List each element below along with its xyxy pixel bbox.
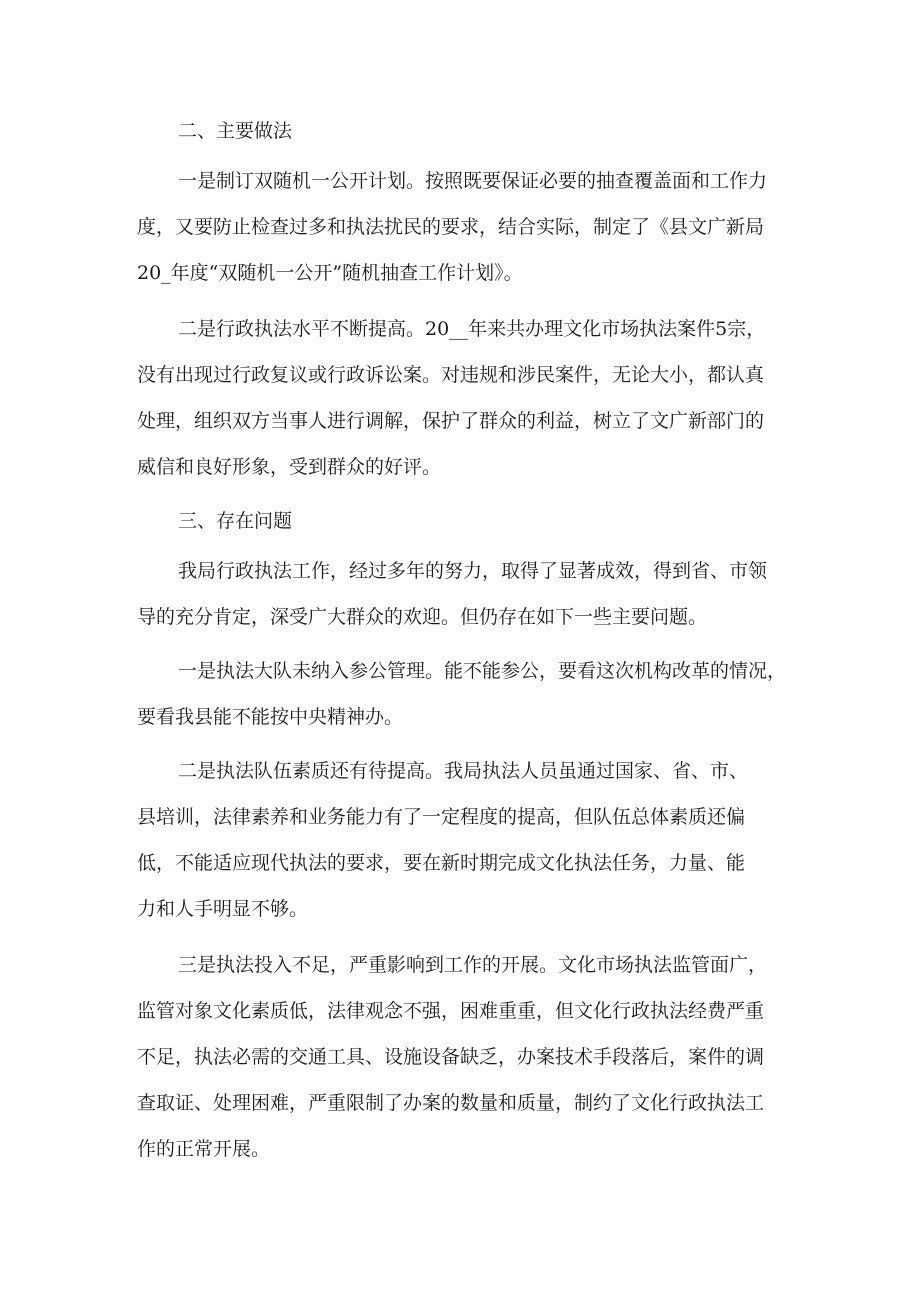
paragraph-line: 导的充分肯定，深受广大群众的欢迎。但仍存在如下一些主要问题。: [137, 606, 708, 628]
paragraph-line: 一是执法大队未纳入参公管理。能不能参公，要看这次机构改革的情况，: [178, 660, 787, 682]
paragraph-line: 处理，组织双方当事人进行调解，保护了群众的利益，树立了文广新部门的: [137, 410, 765, 432]
paragraph-line: 监管对象文化素质低，法律观念不强，困难重重，但文化行政执法经费严重: [137, 1000, 765, 1022]
paragraph-line: 没有出现过行政复议或行政诉讼案。对违规和涉民案件，无论大小，都认真: [137, 364, 765, 386]
paragraph-line: 20_年度“双随机一公开”随机抽查工作计划》。: [137, 262, 523, 284]
paragraph-line: 二是行政执法水平不断提高。20__年来共办理文化市场执法案件5宗，: [178, 318, 766, 340]
paragraph-line: 作的正常开展。: [137, 1138, 271, 1160]
paragraph-line: 查取证、处理困难，严重限制了办案的数量和质量，制约了文化行政执法工: [137, 1092, 765, 1114]
paragraph-line: 县培训，法律素养和业务能力有了一定程度的提高，但队伍总体素质还偏: [137, 806, 746, 828]
paragraph-line: 度，又要防止检查过多和执法扰民的要求，结合实际，制定了《县文广新局: [137, 216, 765, 238]
paragraph-line: 低，不能适应现代执法的要求，要在新时期完成文化执法任务，力量、能: [137, 852, 746, 874]
paragraph-line: 要看我县能不能按中央精神办。: [137, 706, 404, 728]
paragraph-line: 力和人手明显不够。: [137, 898, 309, 920]
section-heading-main-practices: 二、主要做法: [178, 120, 293, 142]
section-heading-existing-problems: 三、存在问题: [178, 510, 293, 532]
paragraph-line: 三是执法投入不足，严重影响到工作的开展。文化市场执法监管面广，: [178, 954, 768, 976]
paragraph-line: 一是制订双随机一公开计划。按照既要保证必要的抽查覆盖面和工作力: [178, 170, 768, 192]
paragraph-line: 不足，执法必需的交通工具、设施设备缺乏，办案技术手段落后，案件的调: [137, 1046, 765, 1068]
paragraph-line: 威信和良好形象，受到群众的好评。: [137, 456, 442, 478]
paragraph-line: 我局行政执法工作，经过多年的努力，取得了显著成效，得到省、市领: [178, 560, 768, 582]
paragraph-line: 二是执法队伍素质还有待提高。我局执法人员虽通过国家、省、市、: [178, 760, 749, 782]
